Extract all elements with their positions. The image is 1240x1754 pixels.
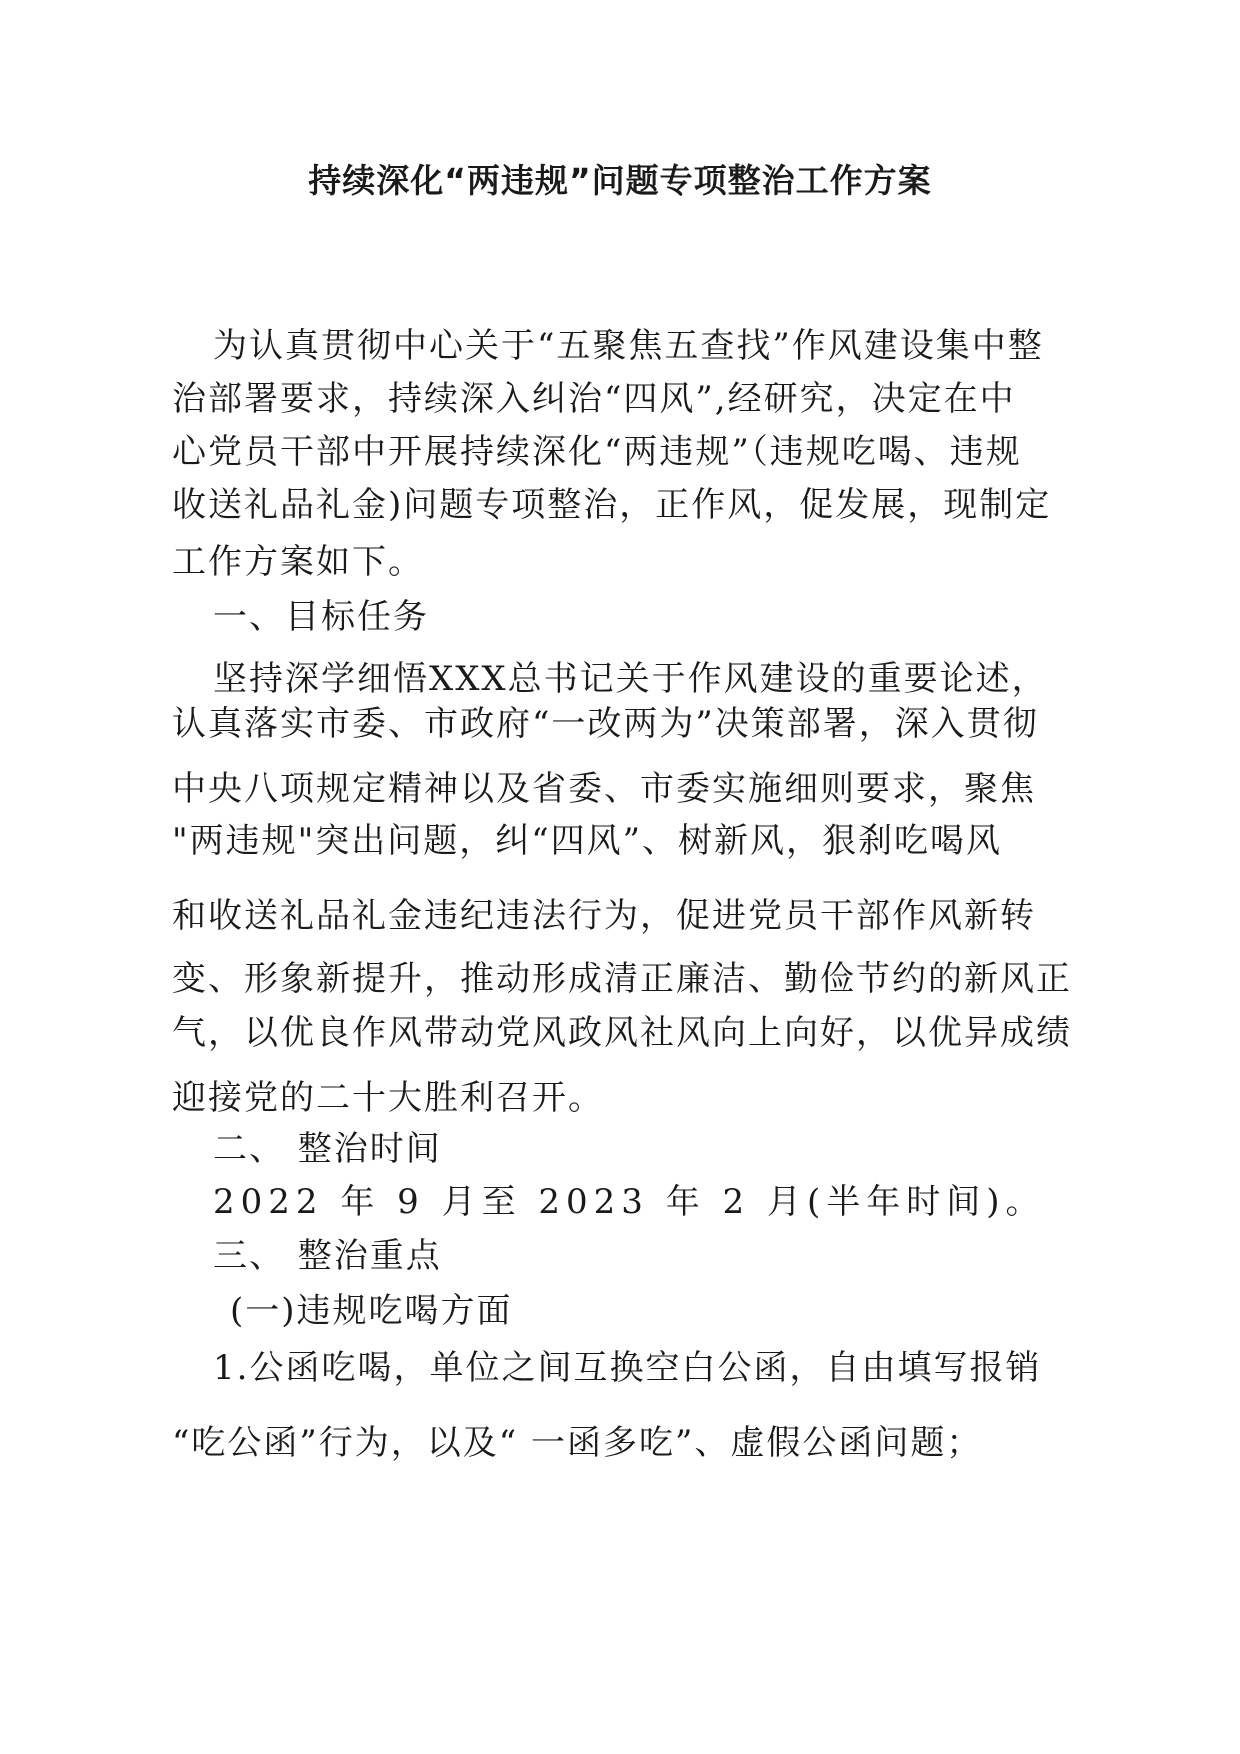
paragraph-line: 收送礼品礼金)问题专项整治，正作风，促发展，现制定: [172, 485, 1052, 525]
section-heading-3: 三、 整治重点: [213, 1236, 442, 1276]
paragraph-line: 心党员干部中开展持续深化“两违规”（违规吃喝、违规: [172, 432, 1022, 472]
paragraph-line: 1.公函吃喝，单位之间互换空白公函，自由填写报销: [213, 1348, 1042, 1388]
paragraph-line: 认真落实市委、市政府“一改两为”决策部署，深入贯彻: [172, 704, 1039, 744]
subsection-heading: (一)违规吃喝方面: [230, 1291, 513, 1331]
section-heading-1: 一、目标任务: [213, 597, 429, 637]
document-title: 持续深化“两违规”问题专项整治工作方案: [308, 161, 932, 200]
paragraph-line: "两违规"突出问题，纠“四风”、树新风，狠刹吃喝风: [172, 821, 1003, 861]
section-heading-2: 二、 整治时间: [213, 1129, 442, 1169]
paragraph-line: 2022 年 9 月至 2023 年 2 月(半年时间)。: [213, 1182, 1046, 1222]
paragraph-line: “吃公函”行为，以及“ 一函多吃”、虚假公函问题；: [172, 1423, 983, 1463]
paragraph-line: 坚持深学细悟XXX总书记关于作风建设的重要论述，: [213, 659, 1048, 699]
paragraph-line: 迎接党的二十大胜利召开。: [172, 1078, 604, 1118]
paragraph-line: 中央八项规定精神以及省委、市委实施细则要求，聚焦: [172, 769, 1036, 809]
paragraph-line: 工作方案如下。: [172, 542, 424, 582]
paragraph-line: 气，以优良作风带动党风政风社风向上向好，以优异成绩: [172, 1013, 1072, 1053]
paragraph-line: 治部署要求，持续深入纠治“四风”,经研究，决定在中: [172, 379, 1016, 419]
paragraph-line: 和收送礼品礼金违纪违法行为，促进党员干部作风新转: [172, 896, 1036, 936]
paragraph-line: 为认真贯彻中心关于“五聚焦五查找”作风建设集中整: [213, 326, 1044, 366]
paragraph-line: 变、形象新提升，推动形成清正廉洁、勤俭节约的新风正: [172, 959, 1072, 999]
